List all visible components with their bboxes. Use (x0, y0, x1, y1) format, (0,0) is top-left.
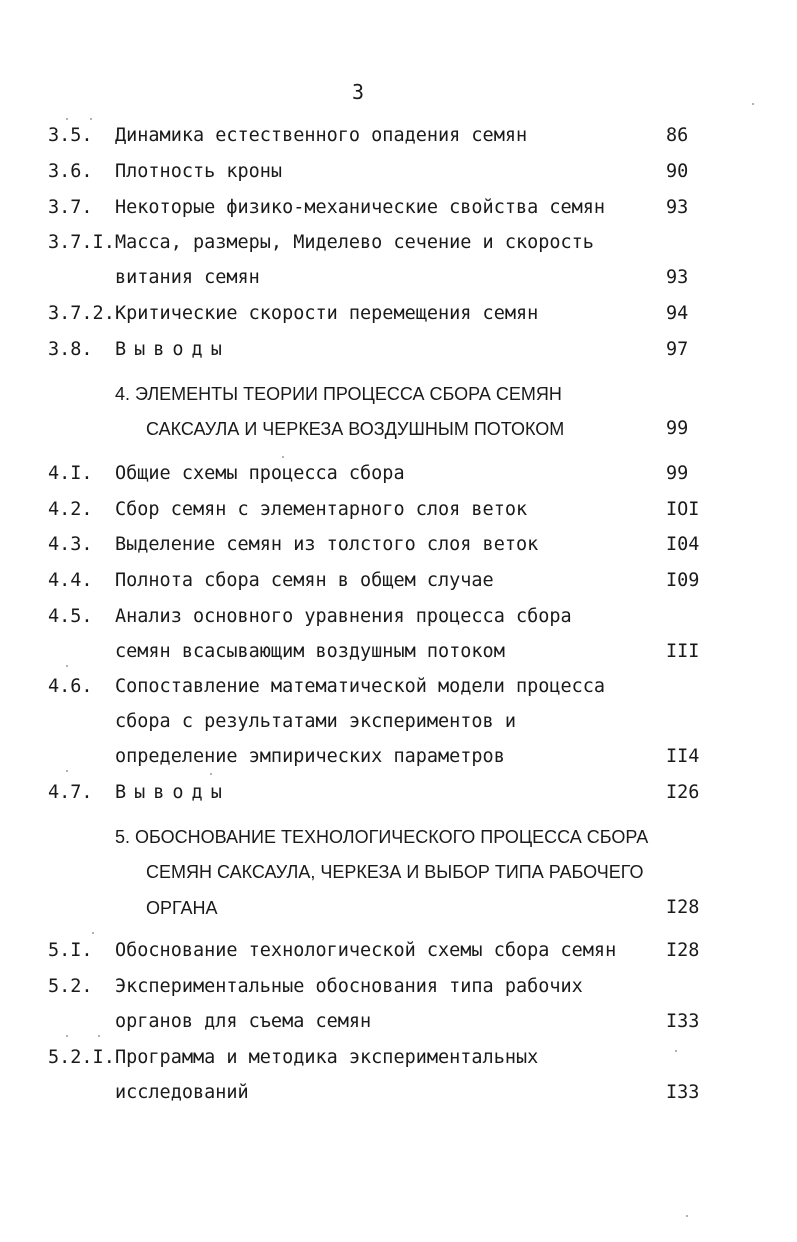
toc-chapter-title: 4. ЭЛЕМЕНТЫ ТЕОРИИ ПРОЦЕССА СБОРА СЕМЯН (115, 384, 562, 404)
page-number: 3 (352, 80, 365, 104)
toc-section-title: семян всасывающим воздушным потоком (115, 641, 505, 662)
toc-chapter-title: 5. ОБОСНОВАНИЕ ТЕХНОЛОГИЧЕСКОГО ПРОЦЕССА СБОРА (115, 827, 649, 847)
toc-entry (0, 603, 797, 631)
toc-entry (0, 673, 797, 701)
toc-chapter-heading (0, 380, 797, 408)
toc-section-number: 3.7.2. (48, 303, 115, 324)
toc-section-title: Сбор семян с элементарного слоя веток (115, 499, 528, 520)
toc-entry (0, 194, 797, 222)
toc-entry (0, 531, 797, 559)
toc-entry-continuation (0, 638, 797, 666)
toc-section-number: 3.7. (48, 197, 93, 218)
toc-chapter-title: САКСАУЛА И ЧЕРКЕЗА ВОЗДУШНЫМ ПОТОКОМ (146, 419, 565, 439)
toc-chapter-heading-continuation (0, 415, 797, 443)
toc-section-title: исследований (115, 1082, 249, 1103)
toc-page-number: 97 (666, 339, 689, 360)
toc-page-number: IOI (666, 499, 700, 520)
toc-entry (0, 336, 797, 364)
toc-entry-continuation (0, 1008, 797, 1036)
scan-speck (675, 1050, 677, 1052)
toc-section-number: 4.I. (48, 463, 93, 484)
toc-section-title: сбора с результатами экспериментов и (115, 711, 516, 732)
toc-page-number: I33 (666, 1011, 700, 1032)
toc-section-title: Критические скорости перемещения семян (115, 303, 539, 324)
toc-section-title: Экспериментальные обоснования типа рабочих (115, 976, 583, 997)
toc-entry (0, 567, 797, 595)
toc-entry (0, 158, 797, 186)
toc-section-title: Обоснование технологической схемы сбора семян (115, 940, 617, 961)
toc-entry (0, 122, 797, 150)
toc-page-number: 99 (666, 463, 689, 484)
toc-chapter-title: ОРГАНА (146, 898, 218, 918)
toc-section-title: Общие схемы процесса сбора (115, 463, 405, 484)
toc-page-number: I33 (666, 1082, 700, 1103)
toc-entry (0, 1044, 797, 1072)
toc-entry-continuation (0, 708, 797, 736)
toc-section-title: Некоторые физико-механические свойства семян (115, 197, 606, 218)
toc-section-number: 5.2. (48, 976, 93, 997)
toc-section-title: Сопоставление математической модели процесса (115, 676, 606, 697)
scan-speck (98, 1035, 100, 1037)
toc-section-number: 3.7.I. (48, 232, 115, 253)
toc-page-number: I28 (666, 897, 700, 918)
toc-entry-continuation (0, 264, 797, 292)
toc-chapter-heading-continuation (0, 858, 797, 886)
scan-speck (752, 103, 754, 105)
toc-section-number: 3.5. (48, 125, 93, 146)
toc-page-number: 99 (666, 418, 689, 439)
scan-speck (66, 1035, 68, 1037)
toc-section-number: 3.6. (48, 161, 93, 182)
toc-chapter-heading (0, 823, 797, 851)
toc-section-number: 4.2. (48, 499, 93, 520)
toc-entry (0, 229, 797, 257)
toc-entry (0, 496, 797, 524)
toc-entry (0, 300, 797, 328)
toc-page-number: I28 (666, 940, 700, 961)
toc-page-number: 90 (666, 161, 689, 182)
toc-section-number: 4.3. (48, 534, 93, 555)
toc-section-title: Выводы (115, 339, 230, 360)
toc-page-number: I04 (666, 534, 700, 555)
toc-page-number: I09 (666, 570, 700, 591)
scan-speck (92, 932, 94, 934)
scan-speck (686, 1215, 688, 1217)
scan-speck (66, 770, 68, 772)
toc-section-title: Масса, размеры, Миделево сечение и скорость (115, 232, 594, 253)
toc-entry-continuation (0, 1079, 797, 1107)
toc-section-title: Выводы (115, 782, 230, 803)
scan-speck (66, 665, 68, 667)
toc-section-title: Программа и методика экспериментальных (115, 1047, 539, 1068)
toc-section-number: 4.7. (48, 782, 93, 803)
toc-chapter-title: СЕМЯН САКСАУЛА, ЧЕРКЕЗА И ВЫБОР ТИПА РАБОЧЕГО (146, 862, 644, 882)
toc-page-number: III (666, 641, 700, 662)
toc-page-number: II4 (666, 746, 700, 767)
toc-entry-continuation (0, 743, 797, 771)
toc-section-number: 5.2.I. (48, 1047, 115, 1068)
toc-section-number: 5.I. (48, 940, 93, 961)
toc-section-title: Полнота сбора семян в общем случае (115, 570, 494, 591)
toc-section-number: 4.6. (48, 676, 93, 697)
scan-speck (90, 118, 92, 120)
toc-section-title: Плотность кроны (115, 161, 283, 182)
toc-entry (0, 937, 797, 965)
toc-entry (0, 460, 797, 488)
toc-section-title: определение эмпирических параметров (115, 746, 505, 767)
toc-section-title: Анализ основного уравнения процесса сбора (115, 606, 572, 627)
toc-chapter-heading-continuation (0, 894, 797, 922)
toc-page-number: 94 (666, 303, 689, 324)
scan-speck (282, 456, 284, 458)
toc-section-number: 3.8. (48, 339, 93, 360)
toc-entry (0, 779, 797, 807)
scan-speck (66, 118, 68, 120)
toc-section-title: Динамика естественного опадения семян (115, 125, 528, 146)
toc-section-title: Выделение семян из толстого слоя веток (115, 534, 539, 555)
toc-section-number: 4.5. (48, 606, 93, 627)
toc-page-number: 93 (666, 197, 689, 218)
scan-speck (210, 773, 212, 775)
toc-section-number: 4.4. (48, 570, 93, 591)
toc-page-number: 86 (666, 125, 689, 146)
toc-entry (0, 973, 797, 1001)
toc-section-title: витания семян (115, 267, 260, 288)
toc-page-number: 93 (666, 267, 689, 288)
toc-section-title: органов для съема семян (115, 1011, 372, 1032)
toc-page-number: I26 (666, 782, 700, 803)
